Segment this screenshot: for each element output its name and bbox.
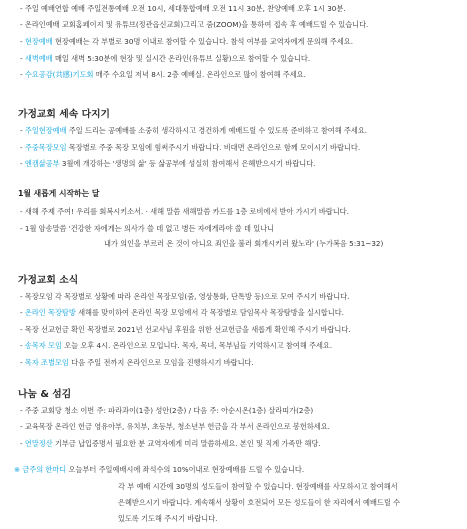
line-text-rest: 새해를 맞이하여 온라인 목장 모임에서 각 목장별로 담임목사 목장탐방을 실시합니다. bbox=[75, 308, 344, 317]
list-item bbox=[20, 222, 466, 235]
line-text: - bbox=[20, 341, 25, 350]
line-text-rest: 목장별로 주중 목장 모임에 힘써주시기 바랍니다. 비대면 온라인으로 함께 모이시기 바랍니다. bbox=[66, 143, 361, 152]
note-text: 오늘부터 주일예배시에 좌석수의 10%이내로 현장예배를 드릴 수 있습니다. bbox=[66, 465, 305, 474]
line-text-rest: 3월에 개강하는 '생명의 삶' 등 삶공부에 성실히 참여해서 은혜받으시기 바랍니다. bbox=[59, 159, 316, 168]
line-text: - 목장모임 각 목장별로 상황에 따라 온라인 목장모임(줌, 영상통화, 단톡방 등)으로 모여 주시기 바랍니다. bbox=[20, 292, 350, 301]
list-item-continuation bbox=[104, 237, 464, 250]
list-item bbox=[20, 18, 466, 31]
list-item bbox=[20, 420, 466, 433]
list-item bbox=[20, 437, 466, 450]
list-item bbox=[20, 290, 466, 303]
line-text: - bbox=[20, 358, 25, 367]
line-text: - bbox=[20, 159, 25, 168]
line-highlight: 수요공감(共感)기도회 bbox=[24, 70, 94, 79]
line-highlight: 온라인 목장탐방 bbox=[24, 308, 76, 317]
line-highlight: 새벽예배 bbox=[24, 54, 53, 63]
line-text-rest: 주일 드리는 공예배를 소중히 생각하시고 경건하게 예배드릴 수 있도록 준비하고 참여해 주세요. bbox=[66, 126, 368, 135]
list-item bbox=[20, 157, 466, 170]
list-item bbox=[20, 339, 466, 352]
list-item bbox=[20, 2, 466, 15]
line-highlight: 현장예배 bbox=[24, 37, 53, 46]
line-highlight: 연말정산 bbox=[24, 439, 53, 448]
line-text: - bbox=[20, 143, 25, 152]
list-item bbox=[20, 141, 466, 154]
line-highlight: 목자 조별모임 bbox=[24, 358, 69, 367]
line-text: - bbox=[20, 126, 25, 135]
line-text-rest: 현장예배는 각 부별로 30명 이내로 참여할 수 있습니다. 참석 여부를 교역자에게 문의해 주세요. bbox=[52, 37, 353, 46]
note-continuation: 은혜받으시기 바랍니다. 계속해서 상황이 호전되어 모든 성도들이 한 자리에서 예배드릴 수 bbox=[118, 498, 401, 507]
line-text: - 새해 주제 주여! 우리를 회복시키소서. · 새해 말씀 새해말씀 카드를 1층 로비에서 받아 가시기 바랍니다. bbox=[20, 207, 349, 216]
line-highlight: 주중목장모임 bbox=[24, 143, 67, 152]
line-text: - 주중 교회당 청소 이번 주: 파라과이(1층) 성안(2층) / 다음 주: 아순시온(1층) 살라띠가(2층) bbox=[20, 406, 314, 415]
section-title-family-news: 가정교회 소식 bbox=[18, 275, 79, 286]
line-text-rest: 다음 주일 전까지 온라인으로 모임을 진행하시기 바랍니다. bbox=[68, 358, 254, 367]
weekly-note bbox=[14, 463, 466, 477]
line-text-rest: 매일 새벽 5:30분에 현장 및 실시간 온라인(유튜브 실황)으로 참여할 수 있습니다. bbox=[52, 54, 311, 63]
list-item bbox=[20, 205, 466, 218]
list-item bbox=[20, 124, 466, 137]
list-item bbox=[20, 52, 466, 65]
line-text: - 교육목장 온라인 헌금 영유아부, 유치부, 초등부, 청소년부 헌금을 각 부서 온라인으로 봉헌하세요. bbox=[20, 422, 330, 431]
line-text: - 1월 암송말씀 '건강한 자에게는 의사가 쓸 데 없고 병든 자에게라야 쓸 데 있나니 bbox=[20, 224, 275, 233]
line-text: - bbox=[20, 439, 25, 448]
line-text-rest: 매주 수요일 저녁 8시. 2층 예배실. 온라인으로 많이 참여해 주세요. bbox=[93, 70, 306, 79]
line-text-rest: 오늘 오후 4시. 온라인으로 모입니다. 목자, 목녀, 목부님들 기억하시고 참여해 주세요. bbox=[61, 341, 333, 350]
line-highlight: 송목자 모임 bbox=[24, 341, 62, 350]
list-item bbox=[20, 306, 466, 319]
line-text: - bbox=[20, 37, 25, 46]
list-item bbox=[20, 356, 466, 369]
note-marker: ※ 금주의 한마디 bbox=[14, 465, 67, 474]
line-highlight: 엔캠삶공부 bbox=[24, 159, 60, 168]
subsection-title-january: 1월 새롭게 시작하는 달 bbox=[18, 189, 100, 198]
line-text: - bbox=[20, 308, 25, 317]
line-text: - bbox=[20, 70, 25, 79]
note-continuation: 있도록 기도해 주시기 바랍니다. bbox=[118, 514, 218, 523]
note-continuation: 각 부 예배 시간에 30명의 성도들이 참여할 수 있습니다. 현장예배를 사모하시고 참여해서 bbox=[118, 482, 398, 491]
line-text-rest: 기부금 납입증명서 필요한 분 교역자에게 미리 말씀하세요. 본인 및 직계 가족만 해당. bbox=[52, 439, 321, 448]
list-item bbox=[20, 68, 466, 81]
line-text: - 주일 예배연합 예배 주일전통예배 오전 10시, 세대통합예배 오전 11시 30분, 찬양예배 오후 1시 30분. bbox=[20, 4, 346, 13]
list-item bbox=[20, 35, 466, 48]
line-text: 내가 의인을 부르러 온 것이 아니요 죄인을 불러 회개시키러 왔노라' (누가복음 5:31~32) bbox=[104, 239, 384, 248]
line-text: - bbox=[20, 54, 25, 63]
section-title-sharing: 나눔 & 섬김 bbox=[18, 389, 72, 400]
line-highlight: 주일현장예배 bbox=[24, 126, 67, 135]
section-title-family-church: 가정교회 세속 다지기 bbox=[18, 109, 110, 120]
list-item bbox=[20, 323, 466, 336]
line-text: - 온라인예배 교회홈페이지 및 유튜브(정관읍신교회)그리고 줌(ZOOM)을 통하여 접속 후 예배드릴 수 있습니다. bbox=[20, 20, 369, 29]
list-item bbox=[20, 404, 466, 417]
line-text: - 목장 선교헌금 확인 목장별로 2021년 선교사님 후원을 위한 선교헌금을 새롭게 확인해 주시기 바랍니다. bbox=[20, 325, 351, 334]
